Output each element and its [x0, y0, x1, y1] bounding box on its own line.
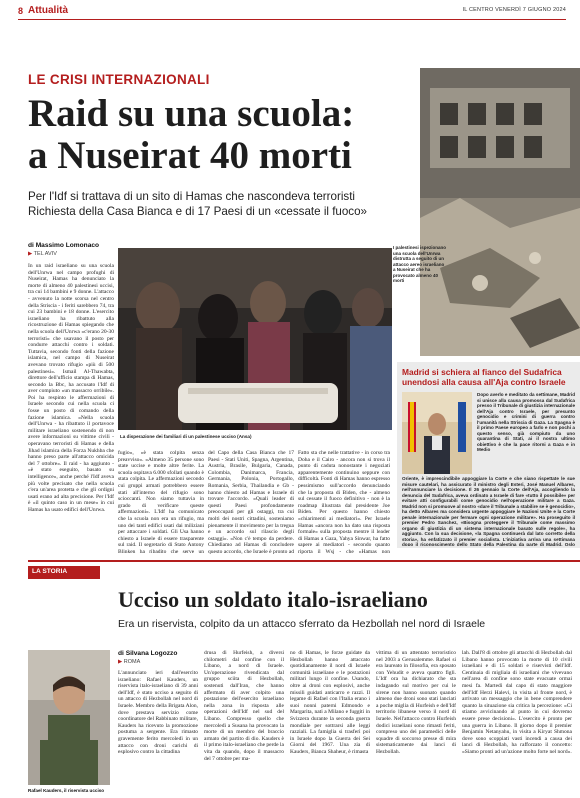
page-number: 8: [18, 6, 24, 16]
soldier-portrait-image: [28, 650, 110, 785]
headline-line-2: a Nuseirat 40 morti: [28, 134, 352, 177]
location-pin-icon: ▶: [28, 251, 34, 257]
minister-image: [402, 392, 472, 474]
sidebox-madrid: [397, 362, 580, 548]
dateline: [28, 251, 57, 257]
article-column-4: Fatto sta che nelle trattative - in corso tra Doha e il Cairo - ancora non si trova il punto di caduta nonostante i negoziati apparentemente continuino seppure con difficoltà. Fonti di Hamas hanno espresso pessimismo sull'accordo denunciando che la proposta di Biden, che - almeno sul cessate il fuoco definitivo - non è la roadmap illustrata dal presidente Joe Biden. Per questo hanno chiesto «chiarimenti ai mediatori». Per Israele Hamas «ancora non ha dato una risposta formale» sulla proposta mentre il leader di Hamas a Gaza, Yahya Sinwar, ha fatto sapere ai mediatori - secondo quanto riporta il Wsj - che «Hamas non: [298, 450, 390, 555]
story-byline: di Silvana Logozzo: [118, 650, 178, 657]
story-headline: Ucciso un soldato italo-israeliano: [118, 587, 428, 612]
article-column-1: In un raid israeliano su una scuola dell'Unrwa nel campo profughi di Nuseirat, Hamas ha denunciato la morte di almeno 40 palestinesi uccisi, tra cui 14 bambini e 9 donne. L'attacco - avvenuto la notte scorsa nel centro della Striscia - i feriti sarebbero 74, tra cui 23 bambini e 18 donne. L'esercito israeliano ha ribattuto alla ricostruzione di Hamas spiegando che nella scuola dell'Unrwa «c'erano 20-30 terroristi» che usavano il posto per condurre attacchi contro i soldati. Tuttavia, secondo fonti della fazione islamica, nel campo di Nuseirat avevano trovato rifugio «più di 500 palestinesi». Ismail Al-Thawabta, direttore dell'ufficio stampa di Hamas, secondo la Bbc, ha accusato l'Idf di aver compiuto «un massacro orribile». Poi ha respinto le affermazioni di Israele secondo cui nella scuola ci fosse un posto di comando della fazione islamica. «Nella scuola dell'Unrwa - ha ribattuto il portavoce militare israeliano sostenendo di non avere informazioni su vittime civili - operavano terroristi di Hamas e della Jihad islamica della Forza Nukhba che hanno preso parte all'attacco omicida del 7 ottobre». Il raid - ha aggiunto - «è stato eseguito, basato su intelligence», anche perché l'Idf aveva più volte precisato che nella scuola c'era un'area protetta e che gli ordigni usati erano ad alta precisione. Per l'Idf è «il quinto caso in un mese» in cui Hamas ha usato edifici dell'Unrwa.: [28, 263, 114, 513]
sidebox-column-full: Oriente, è imprescindibile appoggiare la Corte e che siano rispettate le sue misure cautelari, ha assicurato il ministro degli Esteri, José Manuel Albares, nell'annunciare la decisione. Il 26 gennaio la Corte dell'Aja, accogliendo la denuncia del Sudafrica, aveva ordinato a Israele di fare «tutto il possibile» per evitare atti configurabili come genocidio nell'operazione militare a Gaza. Madrid non si promuove al nostro «dare il Tribunale a stabilire se è genocidio», ha detto Albares ma considera urgente appoggiare le Nazioni Unite e la Corte penale internazionale per fermare ogni operazione militare». Ha proseguito il premier Pedro Sanchez, «Bisogna proteggere il Tribunale come massimo organo di giustizia di un sistema internazionale basato sulle regole», ha aggiunto. Con la sua decisione, «la Spagna continuerà dal lato corretto della storia», ha enfatizzato il premier socialista. L'iniziativa arriva una settimana dopo il riconoscimento dello Stato della Palestina da parte di Madrid, Oslo: [402, 476, 575, 546]
page-header: [18, 6, 566, 20]
article-column-2: fugio», «è stata colpita senza preavviso». «Almeno 35 persone sono state uccise e molte altre ferite. La scuola ospitava 6.000 sfollati quando è stata colpita. Le affermazioni secondo cui gruppi armati potrebbero essere stati all'interno del rifugio sono scioccanti. Non siamo tuttavia in grado di verificare queste affermazioni». L'Idf ha comunicato che la scuola non era un rifugio, ma uno dei tanti edifici usati dai miliziani per attaccare i soldati. Gli Usa hanno chiesto a Israele di essere trasparente sul raid. Il segretario di Stato Antony Blinken ha ribadito che serve un: [118, 450, 204, 555]
story-column-2: drusa di Hurfeish, a diversi chilometri dal confine con il Libano, a nord di Israele. Un'operazione rivendicata dal gruppo sciita di Hezbollah, sostenuti dall'Iran, che hanno affermato di aver colpito una postazione dell'esercito israeliano nella zona in risposta alle operazioni dell'Idf nel sud del Libano. Compresso quello che mercoledì a Susana ha provocato la morte di un membro del braccio armato del partito di dio. Kauders è il primo italo-israeliano che perde la vita da quando, dopo il massacro del 7 ottobre per ma-: [204, 650, 284, 762]
photo-destroyed-school: [420, 68, 580, 356]
masthead-date: IL CENTRO VENERDÌ 7 GIUGNO 2024: [462, 7, 566, 13]
deck-line-2: Richiesta della Casa Bianca e di 17 Paesi di un «cessate il fuoco»: [28, 205, 367, 218]
sidebox-title: Madrid si schiera al fianco del Sudafrica unendosi alla causa all'Aja contro Israele: [402, 367, 566, 387]
section-divider: [28, 560, 580, 562]
destroyed-school-image: [420, 68, 580, 356]
photo-main-caption: La disperazione dei familiari di un palestinese ucciso (Ansa): [120, 434, 252, 439]
mourning-image: [118, 248, 392, 430]
story-section-tag: [28, 566, 100, 579]
story-column-3: no di Hamas, le forze guidate da Hezbollah hanno attaccato quotidianamente il nord di Israele comunità israeliane e le postazioni militari lungo il confine. Usando, oltre ai droni con esplosivi, anche missili guidati anticarro e razzi. Il legame di Rafael con l'Italia erano i suoi nonni paterni Edmondo e Margarita, nati a Milano e fuggiti in Svizzera durante la seconda guerra mondiale per sottrarsi alle leggi razziali. La famiglia si trasferì poi in Israele dopo la Guerra dei Sei Giorni del 1967. Una zia di Kauders, Bianca Shaheur, è rimasta: [290, 650, 370, 755]
article-column-3: del Capo della Casa Bianca che 17 Paesi - Stati Uniti, Spagna, Argentina, Austria, Brasile, Bulgaria, Canada, Colombia, Danimarca, Francia, Germania, Polonia, Portogallo, Romania, Serbia, Thailandia e Gb - hanno chiesto ad Hamas e Israele di trovare l'accordo. «Quali leader di questi Paesi profondamente preoccupati per gli ostaggi, tra cui molti dei nostri cittadini, sosteniamo pienamente il movimento per la tregua e un accordo sul rilascio degli ostaggi». «Non c'è tempo da perdere. Chiediamo ad Hamas di concludere questo accordo, che Israele è pronto ad: [208, 450, 294, 555]
story-dateline: [118, 659, 140, 665]
dateline-text: TEL AVIV: [33, 251, 57, 257]
deck-line-1: Per l'Idf si trattava di un sito di Hamas che nascondeva terroristi: [28, 190, 355, 203]
deck: [28, 189, 398, 219]
photo-right-caption: I palestinesi ispezionano una scuola dell'Unrwa distrutta a seguito di un attacco aereo israeliano a Nuseirat che ha provocato almeno 40 morti: [393, 245, 447, 283]
sidebox-photo: [402, 392, 472, 474]
story-column-1: L'annunciato ieri dall'esercito israeliano: Rafael Kauders, un riservista italo-israeliano di 39 anni dell'Idf, è stato ucciso a seguito di un attacco di Hezbollah nel nord di Israele. Membro della Brigata Alon, dove prestava servizio come coordinatore del Rabbinato militare, Kauders ha ricevuto la promozione postuma a sergente. Era rimasto gravemente ferito mercoledì in un attacco con droni carichi di esplosivo contro la cittadina: [118, 670, 198, 756]
photo-mourning: [118, 248, 392, 430]
headline-line-1: Raid su una scuola:: [28, 92, 355, 135]
story-dateline-text: ROMA: [123, 659, 141, 665]
story-section-label: LA STORIA: [32, 568, 68, 575]
story-column-5: lah. Dall'8 di ottobre gli attacchi di Hezbollah dal Libano hanno provocato la morte di 10 civili israeliani e di 15 soldati e riservisti dell'Idf. Centinaia di migliaia di israeliani che vivevano nell'area di confine sono state evacuate ormai mesi fa. Martedì dal capo di stato maggiore dell'Idf Herzi Halevi, in visita al fronte nord, è arrivato un messaggio che in bene comprendere quanto la situazione sia critica la percezione: «Ci stiamo avvicinando al punto in cui dovremo essere prese decisioni». L'esercito è pronto per una guerra in Libano. Il giorno dopo il premier Benjamin Netanyahu, in visita a Kiryat Shmona dove sono scoppiati vasti incendi a causa dei lanci di Hezbollah, ha rafforzato il concetto: «Siamo pronti ad un'azione molto forte nel nord».: [462, 650, 572, 755]
location-pin-icon: ▶: [118, 659, 124, 665]
section-title: Attualità: [28, 5, 68, 16]
story-deck: Era un riservista, colpito da un attacco sferrato da Hezbollah nel nord di Israele: [118, 618, 486, 630]
story-photo: [28, 650, 110, 785]
headline: [28, 93, 406, 177]
story-column-4: vittima di un attentato terroristico nel 2003 a Gerusalemme. Rafael si era laureato in filosofia, era sposato con Yehudit e aveva quattro figli. L'Idf ora ha dichiarato che sta indagando sul motivo per cui le sirene non hanno suonato quando almeno due droni sono stati lanciati a poche miglia di Hurfeish e dell'Idf territorio libanese verso il nord di Israele. Nell'attacco contro Hurfeish dodici israeliani sono rimasti feriti, compreso uno dei paramedici delle squadre di soccorso presse di mira sistematicamente dai lanci di Hezbollah.: [376, 650, 456, 755]
sidebox-column-right: Dopo averlo e meditato da settimane, Madrid si unisce alla causa promossa dal Sudafrica presso il Tribunale di giustizia internazionale dell'Aja contro Israele, per presunto genocidio e crimini di guerra contro l'umanità nella Striscia di Gaza. La Spagna è il primo Paese europeo a farlo e non pochi a questo senso, già compiuto da uno quarantina di Stati, ai il nostra ultimo obiettivo è che la pace ritorni a Gaza e in Medio: [477, 392, 575, 452]
byline: di Massimo Lomonaco: [28, 242, 100, 249]
story-photo-caption: Rafael Kauders, il riservista ucciso: [28, 788, 105, 793]
kicker: LE CRISI INTERNAZIONALI: [28, 72, 210, 87]
